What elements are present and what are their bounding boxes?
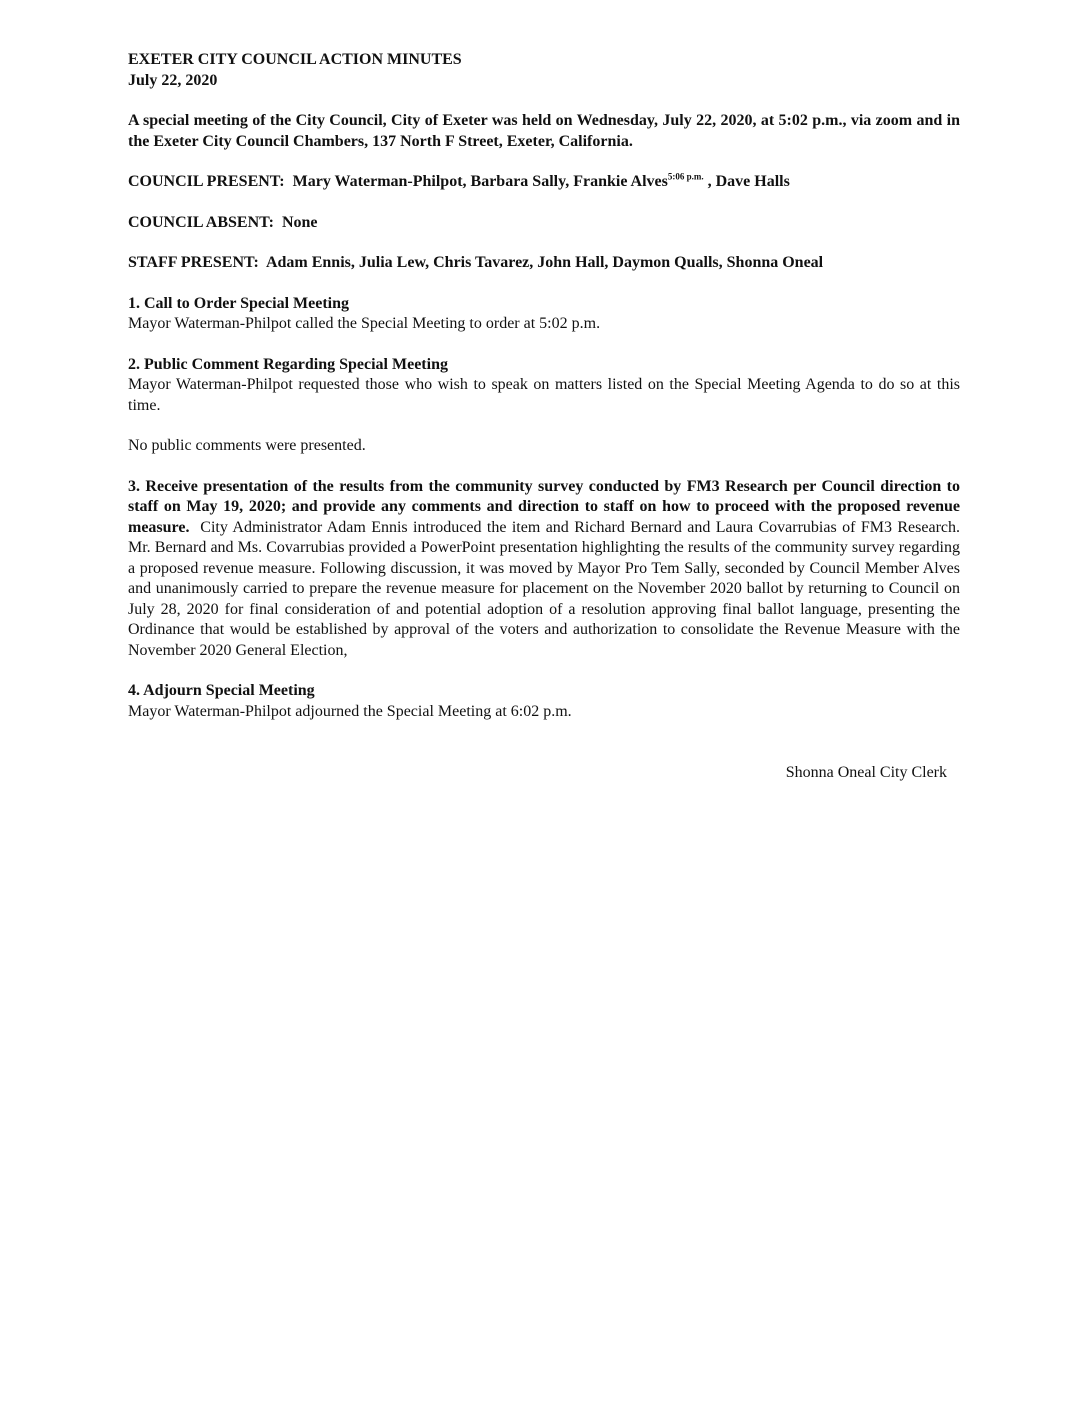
staff-present-names: Adam Ennis, Julia Lew, Chris Tavarez, John Hall, Daymon Qualls, Shonna Oneal: [265, 254, 824, 271]
agenda-item-text-secondary: No public comments were presented.: [128, 437, 366, 454]
agenda-item-paragraph: [128, 477, 960, 662]
agenda-item-3: [128, 477, 960, 662]
agenda-item-text: City Administrator Adam Ennis introduced the item and Richard Bernard and Laura Covarrubias of FM3 Research. Mr. Bernard and Ms. Covarrubias provided a PowerPoint presentation highlighting the results of the community survey regarding a proposed revenue measure. Following discussion, it was moved by Mayor Pro Tem Sally, seconded by Council Member Alves and unanimously carried to prepare the revenue measure for placement on the November 2020 ballot by returning to Council on July 28, 2020 for final consideration of and potential adoption of a resolution approving final ballot language, presenting the Ordinance that would be established by approval of the voters and authorization to consolidate the Revenue Measure with the November 2020 General Election,: [128, 518, 960, 659]
document-title: EXETER CITY COUNCIL ACTION MINUTES: [128, 51, 462, 68]
agenda-item-text: Mayor Waterman-Philpot adjourned the Special Meeting at 6:02 p.m.: [128, 702, 572, 720]
staff-present: [128, 253, 960, 274]
council-absent: [128, 213, 960, 234]
intro-paragraph: A special meeting of the City Council, City of Exeter was held on Wednesday, July 22, 2020, at 5:02 p.m., via zoom and in the Exeter City Council Chambers, 137 North F Street, Exeter, California.: [128, 112, 960, 150]
agenda-item-heading: 1. Call to Order Special Meeting: [128, 294, 349, 312]
agenda-item-4: [128, 681, 960, 722]
agenda-item-heading: 3. Receive presentation of the results from the community survey conducted by FM3 Research per Council direction to staff on May 19, 2020; and provide any comments and direction to staff on how to proceed with the proposed revenue measure.: [128, 477, 960, 536]
clerk-signature: Shonna Oneal City Clerk: [785, 764, 947, 781]
council-absent-names: None: [281, 213, 318, 231]
council-present-label: COUNCIL PRESENT:: [128, 173, 285, 190]
council-present-names-rest: , Dave Halls: [703, 173, 790, 190]
agenda-item-2: [128, 355, 960, 457]
arrival-time-note: 5:06 p.m.: [667, 171, 704, 182]
council-present-names: Mary Waterman-Philpot, Barbara Sally, Frankie Alves: [292, 173, 668, 190]
agenda-item-text: Mayor Waterman-Philpot called the Special Meeting to order at 5:02 p.m.: [128, 315, 601, 332]
agenda-item-heading: 4. Adjourn Special Meeting: [128, 682, 315, 699]
staff-present-label: STAFF PRESENT:: [128, 254, 259, 271]
agenda-item-1: [128, 294, 960, 335]
document-page: [128, 50, 960, 784]
document-date: July 22, 2020: [128, 71, 218, 89]
agenda-item-text: Mayor Waterman-Philpot requested those who wish to speak on matters listed on the Special Meeting Agenda to do so at this time.: [128, 376, 960, 414]
council-present: [128, 172, 960, 193]
agenda-item-heading: 2. Public Comment Regarding Special Meeting: [128, 355, 448, 373]
council-absent-label: COUNCIL ABSENT:: [128, 213, 274, 231]
